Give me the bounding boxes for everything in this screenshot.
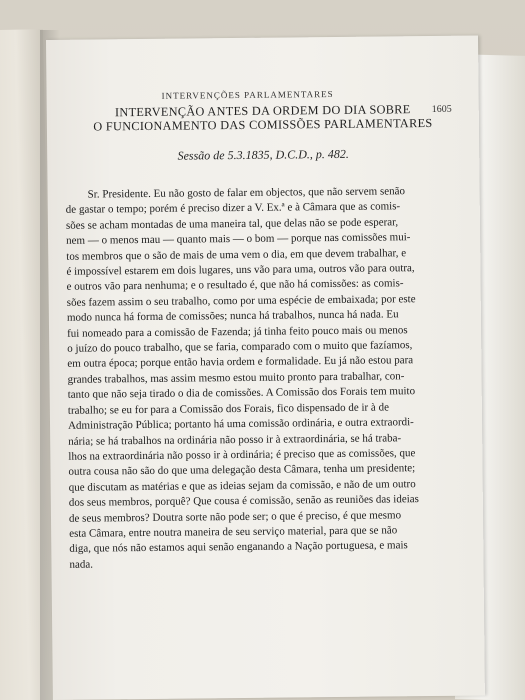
body-line: nada. (69, 558, 94, 571)
body-line: é impossível estarem em dois lugares, uns vão para uma, outros vão para outra, (66, 262, 415, 278)
body-line: e outros vão para nenhuma; e o resultado é, que não há comissões: as comis- (66, 277, 404, 294)
title-line-2: O FUNCIONAMENTO DAS COMISSÕES PARLAMENTARES (93, 115, 433, 134)
body-line: trabalho; se eu for para a Comissão dos Forais, fico dispensado de ir à de (67, 401, 389, 417)
body-line: sões se acham montadas de uma maneira tal, que delas não se pode esperar, (65, 216, 399, 232)
body-line: nária; se há trabalhos na ordinária não posso ir à extraordinária, se há traba- (68, 431, 402, 448)
body-line: em outra época; porque então havia ordem e formalidade. Eu já não estou para (67, 354, 414, 371)
body-line: o juízo do pouco trabalho, que se faria, comparado com o muito que fazíamos, (67, 339, 413, 355)
body-line: de gastar o tempo; porém é preciso dizer a V. Ex.ª e à Câmara que as comis- (65, 200, 401, 217)
speech-text (66, 184, 458, 573)
running-head: INTERVENÇÕES PARLAMENTARES (161, 88, 334, 101)
body-line: grandes trabalhos, mas assim mesmo estou muito pronto para trabalhar, con- (67, 370, 405, 386)
body-line: outra cousa não são do que uma delegação desta Câmara, tenha um presidente; (68, 462, 416, 479)
body-line: Sr. Presidente. Eu não gosto de falar em objectos, que não servem senão (87, 185, 406, 201)
body-line: nem — o menos mau — quanto mais — o bom — porque nas comissões mui- (66, 231, 411, 248)
session-reference: Sessão de 5.3.1835, D.C.D., p. 482. (177, 146, 349, 163)
section-title (67, 102, 459, 134)
book-page (46, 35, 485, 699)
body-line: tos membros que o são de mais de uma vem o dia, em que devem trabalhar, e (66, 246, 407, 263)
body-line: de seus membros? Doutra sorte não pode ser; o que é preciso, é que mesmo (68, 508, 402, 525)
body-line: esta Câmara, entre noutra maneira de seu serviço material, para que se não (69, 524, 398, 540)
body-line: modo nunca há forma de comissões; nunca há trabalhos, nunca há nada. Eu (66, 308, 399, 325)
body-line: que discutam as matérias e que as ideias sejam da comissão, e não de um outro (68, 477, 416, 494)
body-line: dos seus membros, porquê? Que cousa é comissão, senão as reuniões das ideias (68, 493, 419, 509)
page-number: 1605 (431, 103, 452, 115)
body-line: tanto que não seja tirado o dia de comissões. A Comissão dos Forais tem muito (67, 385, 416, 402)
body-line: diga, que nós não estamos aqui senão enganando a Nação portuguesa, e mais (69, 539, 408, 556)
body-line: Administração Pública; portanto há uma comissão ordinária, e outra extraordi- (67, 416, 414, 432)
body-line: sões fazem assim o seu trabalho, como por uma espécie de embaixada; por este (66, 292, 416, 309)
body-line: lhos na extraordinária não posso ir à ordinária; é preciso que as comissões, que (68, 447, 416, 463)
title-line-1: INTERVENÇÃO ANTES DA ORDEM DO DIA SOBRE (114, 102, 411, 120)
body-line: fui nomeado para a comissão de Fazenda; já tinha feito pouco mais ou menos (67, 323, 408, 340)
